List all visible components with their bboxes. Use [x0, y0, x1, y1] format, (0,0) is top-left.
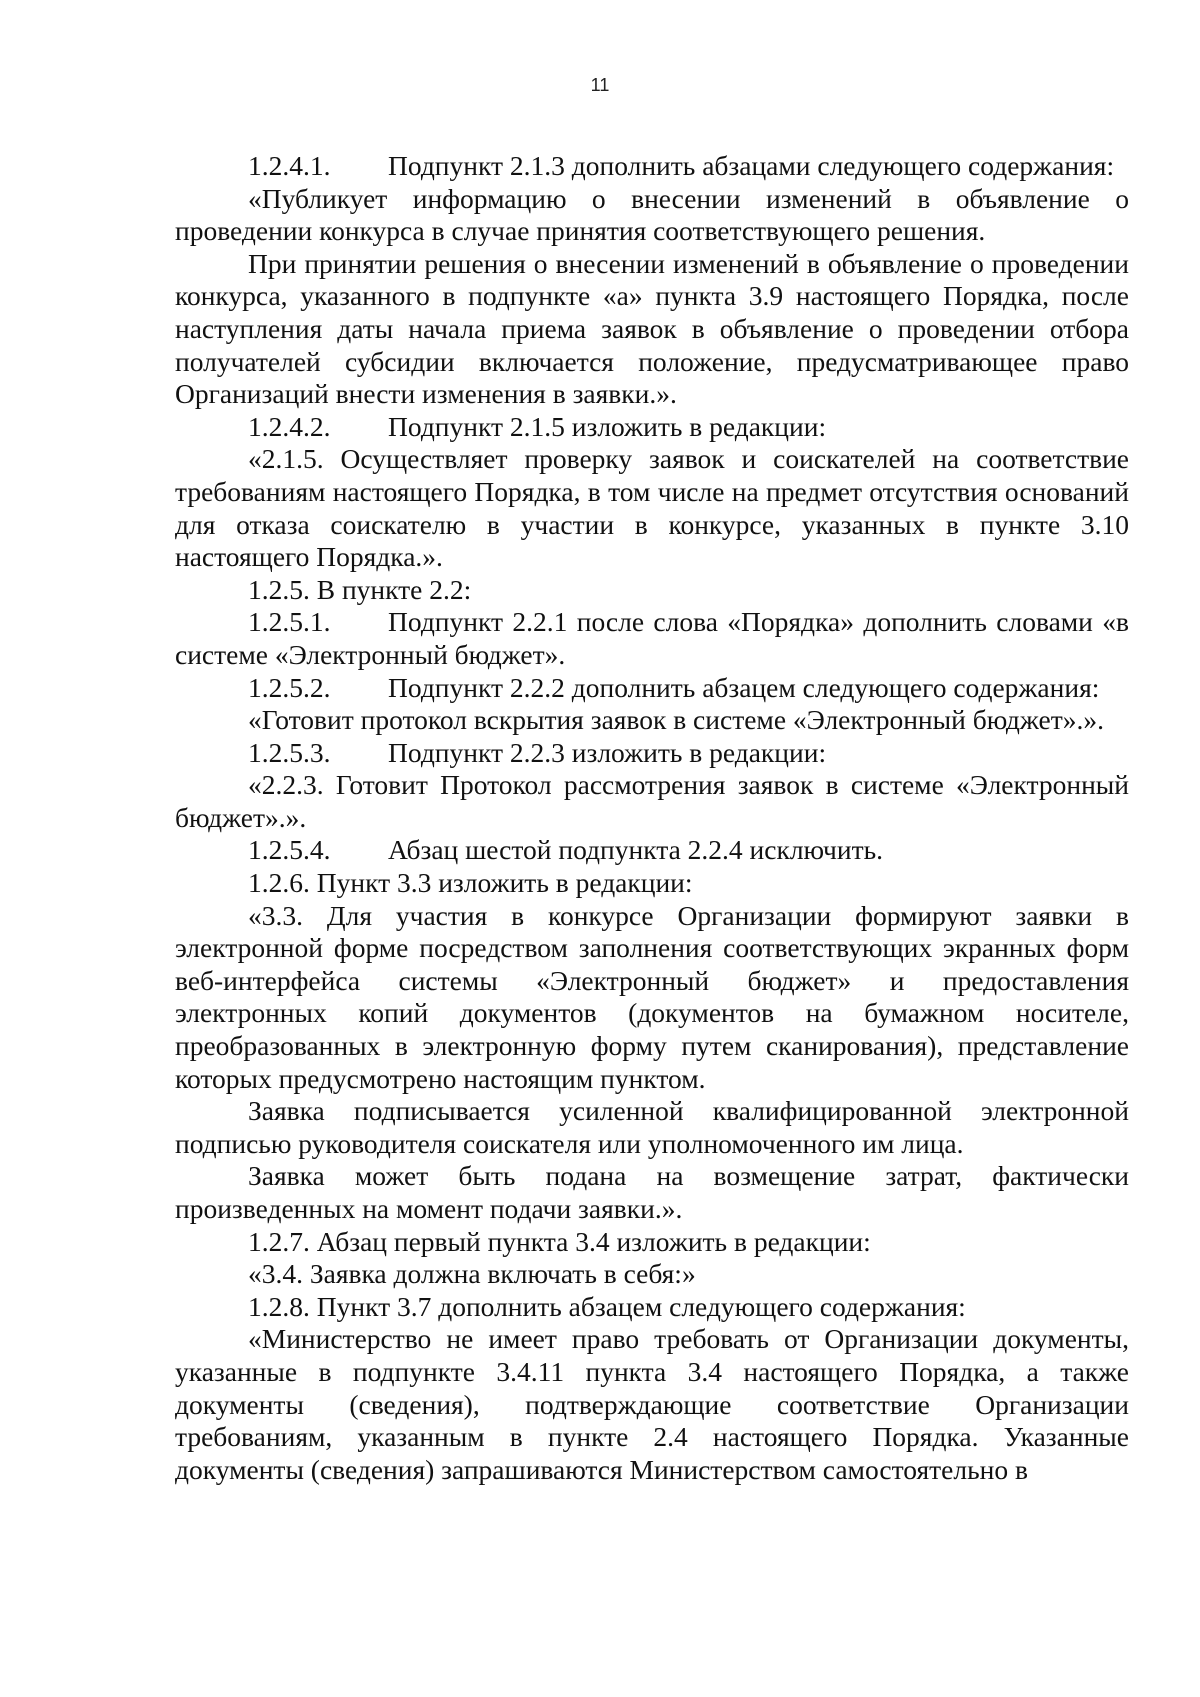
paragraph: [175, 1226, 1129, 1259]
paragraph: [175, 900, 1129, 1096]
paragraph-text: Заявка подписывается усиленной квалифицированной электронной подписью руководителя соискателя или уполномоченного им лица.: [175, 1095, 1129, 1159]
paragraph: [175, 1291, 1129, 1324]
paragraph-text: 1.2.6. Пункт 3.3 изложить в редакции:: [248, 867, 693, 899]
paragraph: [175, 183, 1129, 248]
paragraph-text: Подпункт 2.2.1 после слова «Порядка» дополнить словами «в системе «Электронный бюджет».: [175, 606, 1129, 670]
paragraph: [175, 834, 1129, 867]
paragraph-text: 1.2.8. Пункт 3.7 дополнить абзацем следующего содержания:: [248, 1290, 966, 1322]
paragraph: [175, 1160, 1129, 1225]
paragraph: [175, 606, 1129, 671]
paragraph: [175, 411, 1129, 444]
paragraph: [175, 248, 1129, 411]
paragraph-text: Подпункт 2.1.5 изложить в редакции:: [388, 410, 827, 442]
paragraph-text: «2.2.3. Готовит Протокол рассмотрения заявок в системе «Электронный бюджет».».: [175, 769, 1129, 833]
paragraph-text: «3.3. Для участия в конкурсе Организации формируют заявки в электронной форме посредством заполнения соответствующих экранных форм веб-интерфейса системы «Электронный бюджет» и предоставления электронных копий документов (документов на бумажном носителе, преобразованных в электронную форму путем сканирования), представление которых предусмотрено настоящим пунктом.: [175, 899, 1129, 1094]
paragraph-text: «3.4. Заявка должна включать в себя:»: [248, 1258, 696, 1290]
clause-number: 1.2.4.1.: [248, 150, 331, 181]
paragraph-text: Абзац шестой подпункта 2.2.4 исключить.: [388, 834, 884, 866]
paragraph: [175, 574, 1129, 607]
paragraph: [175, 704, 1129, 737]
clause-number: 1.2.5.1.: [248, 606, 331, 638]
paragraph-text: «2.1.5. Осуществляет проверку заявок и соискателей на соответствие требованиям настоящего Порядка, в том числе на предмет отсутствия оснований для отказа соискателю в участии в конкурсе, указанных в пункте 3.10 настоящего Порядка.».: [175, 443, 1129, 573]
paragraph: [175, 737, 1129, 770]
paragraph-text: Подпункт 2.2.3 изложить в редакции:: [388, 736, 827, 768]
page-number: 11: [590, 75, 610, 95]
paragraph: [175, 867, 1129, 900]
clause-number: 1.2.5.3.: [248, 736, 331, 768]
paragraph-text: 1.2.5. В пункте 2.2:: [248, 573, 472, 605]
clause-number: 1.2.4.2.: [248, 410, 331, 442]
document-body: [175, 150, 1129, 1486]
paragraph-text: «Готовит протокол вскрытия заявок в системе «Электронный бюджет».».: [248, 704, 1104, 736]
paragraph: [175, 443, 1129, 573]
paragraph-text: «Министерство не имеет право требовать от Организации документы, указанные в подпункте 3.4.11 пункта 3.4 настоящего Порядка, а также документы (сведения), подтверждающие соответствие Организации требованиям, указанным в пункте 2.4 настоящего Порядка. Указанные документы (сведения) запрашиваются Министерством самостоятельно в: [175, 1323, 1129, 1485]
paragraph: [175, 1095, 1129, 1160]
paragraph: [175, 150, 1129, 183]
paragraph: [175, 672, 1129, 705]
paragraph-text: 1.2.7. Абзац первый пункта 3.4 изложить в редакции:: [248, 1225, 871, 1257]
paragraph-text: Подпункт 2.1.3 дополнить абзацами следующего содержания:: [388, 150, 1115, 181]
clause-number: 1.2.5.2.: [248, 671, 331, 703]
paragraph-text: Подпункт 2.2.2 дополнить абзацем следующего содержания:: [388, 671, 1100, 703]
paragraph: [175, 769, 1129, 834]
paragraph-text: При принятии решения о внесении изменений в объявление о проведении конкурса, указанного в подпункте «а» пункта 3.9 настоящего Порядка, после наступления даты начала приема заявок в объявление о проведении отбора получателей субсидии включается положение, предусматривающее право Организаций внести изменения в заявки.».: [175, 247, 1129, 410]
paragraph: [175, 1258, 1129, 1291]
paragraph-text: «Публикует информацию о внесении изменений в объявление о проведении конкурса в случае принятия соответствующего решения.: [175, 182, 1129, 247]
clause-number: 1.2.5.4.: [248, 834, 331, 866]
paragraph-text: Заявка может быть подана на возмещение затрат, фактически произведенных на момент подачи заявки.».: [175, 1160, 1129, 1224]
paragraph: [175, 1323, 1129, 1486]
